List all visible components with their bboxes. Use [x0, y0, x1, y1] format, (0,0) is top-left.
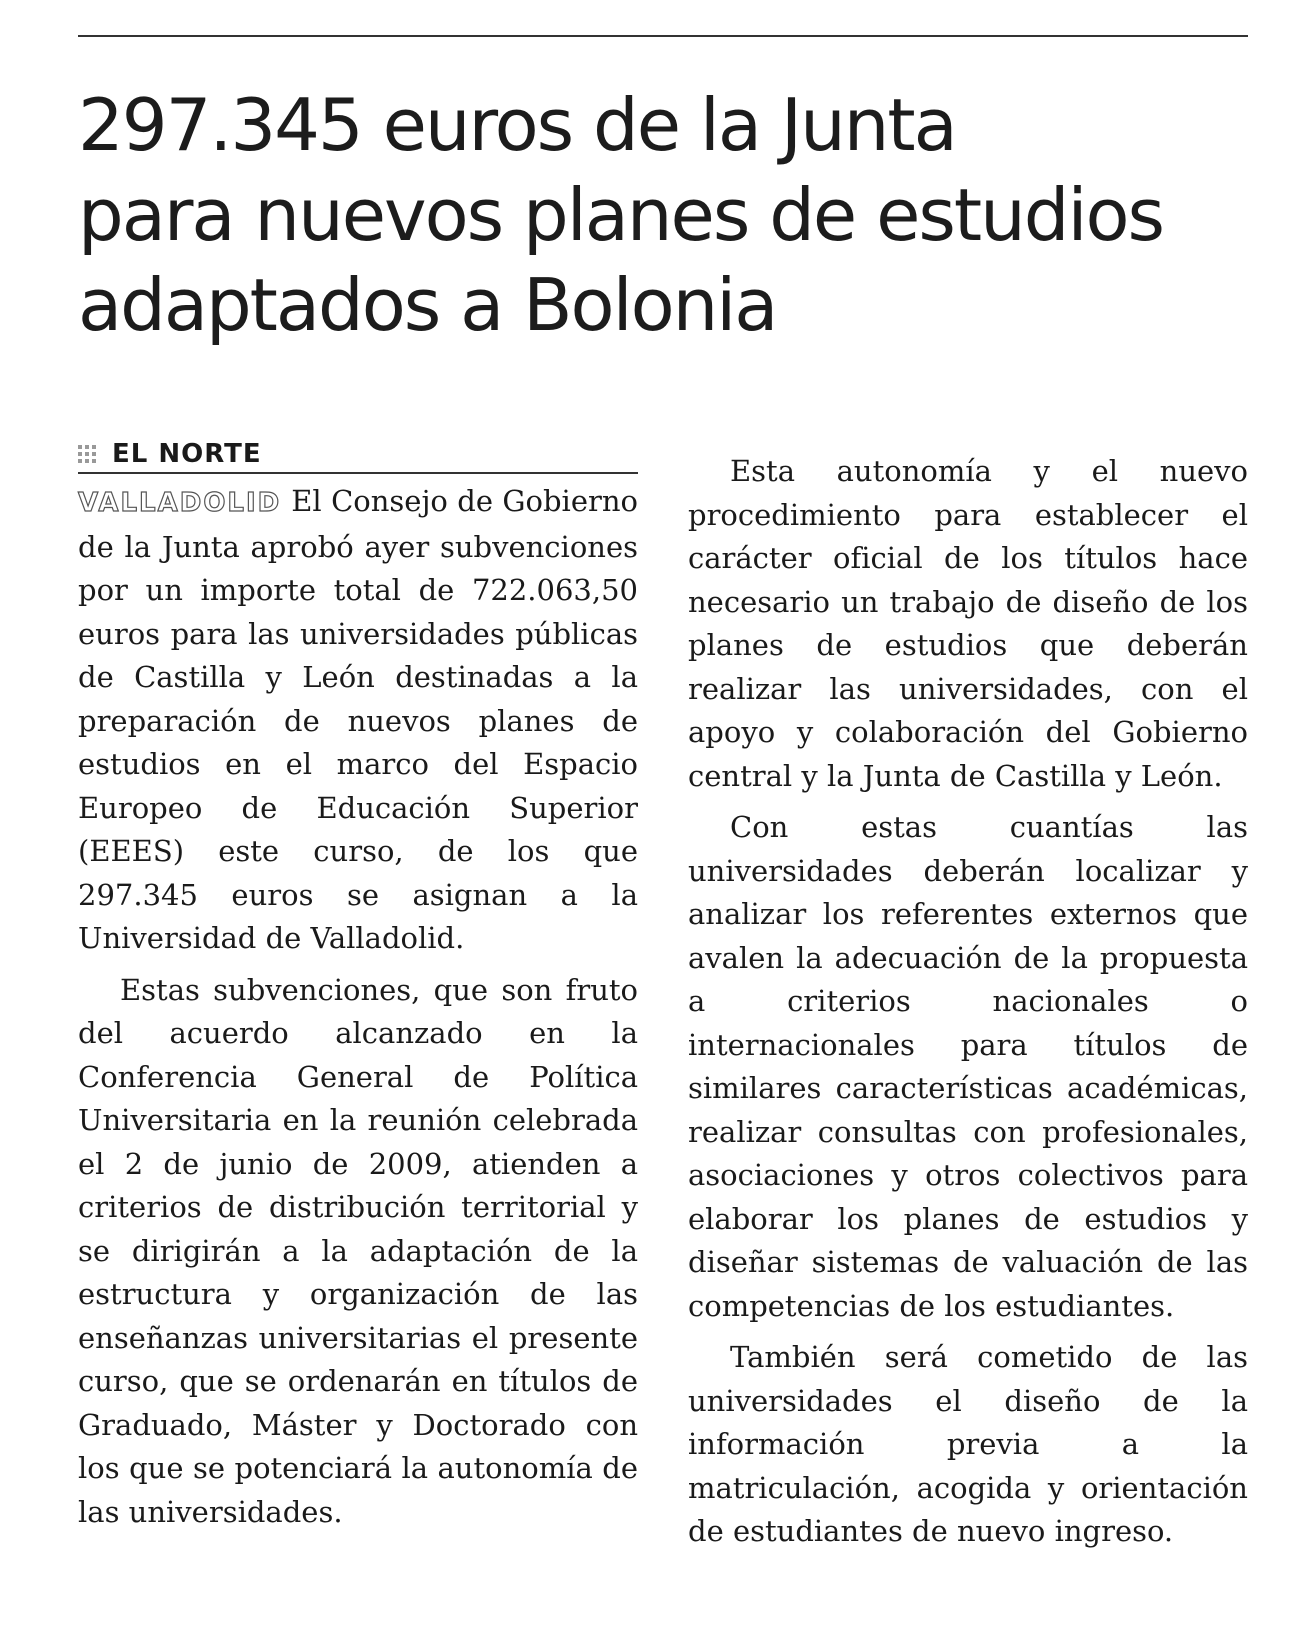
paragraph-5: También será cometido de las universidades el diseño de la información previa a la matriculación, acogida y orientación de estudiantes de nuevo ingreso. [688, 1340, 1248, 1548]
byline [78, 438, 638, 474]
headline-line-2: para nuevos planes de estudios [78, 173, 1164, 257]
byline-dots-icon [78, 445, 100, 465]
dateline: VALLADOLID [78, 488, 282, 518]
paragraph-3: Esta autonomía y el nuevo procedimiento para establecer el carácter oficial de los títulos hace necesario un trabajo de diseño de los planes de estudios que deberán realizar las universidades, con el apoyo y colaboración del Gobierno central y la Junta de Castilla y León. [688, 454, 1248, 793]
top-rule [78, 35, 1248, 37]
paragraph-1-text: El Consejo de Gobierno de la Junta aprobó ayer subvenciones por un importe total de 722.063,50 euros para las universidades públicas de Castilla y León destinadas a la preparación de nuevos planes de estudios en el marco del Espacio Europeo de Educación Superior (EEES) este curso, de los que 297.345 euros se asignan a la Universidad de Valladolid. [78, 484, 638, 955]
paragraph-1 [78, 480, 638, 961]
byline-source: EL NORTE [112, 439, 262, 470]
headline [78, 80, 1248, 350]
paragraph-4: Con estas cuantías las universidades deberán localizar y analizar los referentes externos que avalen la adecuación de la propuesta a criterios nacionales o internacionales para títulos de similares características académicas, realizar consultas con profesionales, asociaciones y otros colectivos para elaborar los planes de estudios y diseñar sistemas de valuación de las competencias de los estudiantes. [688, 810, 1248, 1323]
headline-line-3: adaptados a Bolonia [78, 263, 777, 347]
column-left [78, 438, 638, 1542]
paragraph-2: Estas subvenciones, que son fruto del acuerdo alcanzado en la Conferencia General de Política Universitaria en la reunión celebrada el 2 de junio de 2009, atienden a criterios de distribución territorial y se dirigirán a la adaptación de la estructura y organización de las enseñanzas universitarias el presente curso, que se ordenarán en títulos de Graduado, Máster y Doctorado con los que se potenciará la autonomía de las universidades. [78, 972, 638, 1529]
headline-line-1: 297.345 euros de la Junta [78, 83, 956, 167]
column-right [688, 450, 1248, 1562]
